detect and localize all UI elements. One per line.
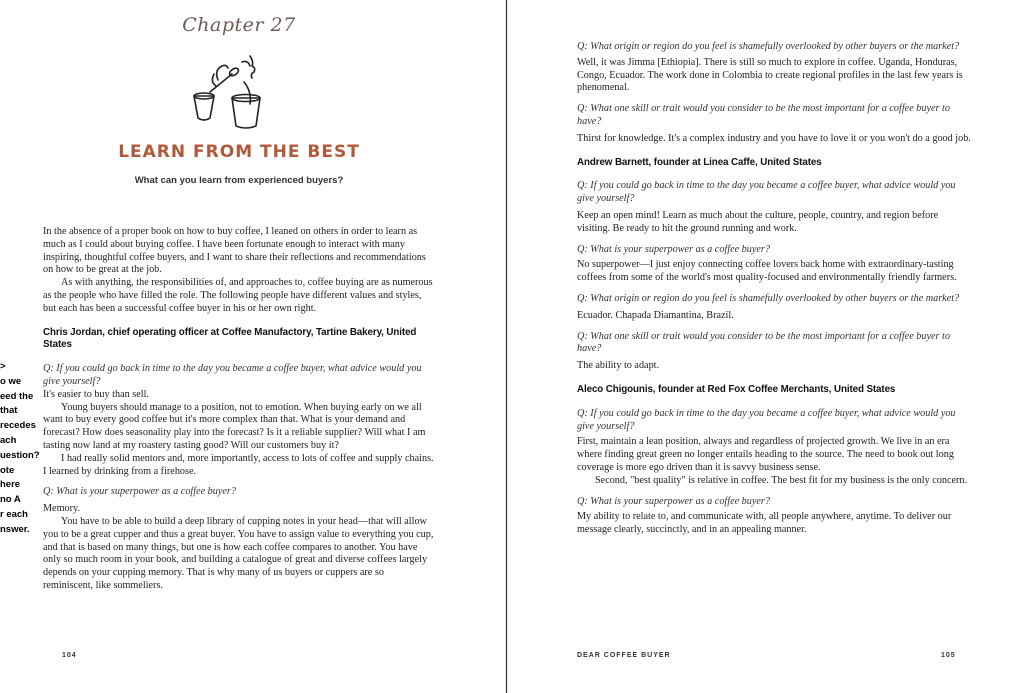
- intro-paragraph: As with anything, the responsibilities of, and approaches to, coffee buying are as numerous as the people who have filled the role. The following people have different values and styles, but each has been a successful coffee buyer in his or her own right.: [43, 277, 433, 314]
- interview-question: Q: What is your superpower as a coffee buyer?: [577, 243, 770, 255]
- interview-question: Q: What is your superpower as a coffee buyer?: [43, 486, 236, 498]
- coffee-cupping-illustration: [192, 52, 272, 132]
- interview-question: Q: What one skill or trait would you consider to be the most important for a coffee buyer to have?: [577, 330, 950, 355]
- margin-note-line: r each: [0, 508, 28, 520]
- interview-answer: No superpower—I just enjoy connecting coffee lovers back home with extraordinary-tasting coffees from some of the world's most quality-focused and environmentally friendly farmers.: [577, 259, 957, 284]
- margin-note-line: >: [0, 361, 6, 372]
- interview-answer: The ability to adapt.: [577, 360, 660, 372]
- page-divider: [506, 0, 507, 693]
- interviewee-heading: Andrew Barnett, founder at Linea Caffe, United States: [577, 156, 822, 168]
- left-body-text: [43, 226, 435, 593]
- interview-question: Q: If you could go back in time to the day you became a coffee buyer, what advice would you give yourself?: [577, 407, 956, 432]
- interview-answer: Ecuador. Chapada Diamantina, Brazil.: [577, 309, 734, 321]
- interview-question: Q: If you could go back in time to the day you became a coffee buyer, what advice would you give yourself?: [577, 180, 956, 205]
- margin-note-line: o we: [0, 375, 22, 387]
- interview-question: Q: What is your superpower as a coffee buyer?: [577, 495, 770, 507]
- margin-note-line: no A: [0, 494, 21, 506]
- interview-answer: Memory.: [43, 503, 80, 515]
- interviewee-heading: Chris Jordan, chief operating officer at Coffee Manufactory, Tartine Bakery, United States: [43, 326, 417, 351]
- margin-note-line: nswer.: [0, 523, 30, 535]
- interview-answer: I had really solid mentors and, more importantly, access to lots of coffee and supply chains. I learned by drinking from a firehose.: [43, 452, 434, 477]
- margin-note-line: ote: [0, 464, 15, 476]
- interview-question: Q: What origin or region do you feel is shamefully overlooked by other buyers or the market?: [577, 292, 960, 304]
- margin-note-line: recedes: [0, 420, 36, 432]
- interview-question: Q: What origin or region do you feel is shamefully overlooked by other buyers or the market?: [577, 41, 960, 52]
- chapter-label: Chapter 27: [182, 14, 296, 36]
- chapter-title: LEARN FROM THE BEST: [118, 142, 360, 162]
- margin-note-line: eed the: [0, 390, 34, 402]
- interview-answer: Keep an open mind! Learn as much about the culture, people, country, and region before visiting. Be ready to hit the ground running and work.: [577, 209, 939, 234]
- margin-note: [0, 360, 40, 538]
- margin-note-line: here: [0, 479, 21, 491]
- left-page: [0, 0, 505, 693]
- page-number: 104: [62, 652, 77, 659]
- interview-answer: Well, it was Jimma [Ethiopia]. There is still so much to explore in coffee. Uganda, Honduras, Congo, Ecuador. The work done in Colombia to create regional profiles in the last few years is phenomenal.: [577, 56, 963, 94]
- interview-answer: It's easier to buy than sell.: [43, 388, 149, 400]
- running-title: DEAR COFFEE BUYER: [577, 652, 671, 659]
- margin-note-line: uestion?: [0, 449, 40, 461]
- margin-note-line: ach: [0, 434, 17, 446]
- right-body-text: [577, 41, 971, 537]
- margin-note-line: that: [0, 405, 18, 417]
- intro-paragraph: In the absence of a proper book on how to buy coffee, I leaned on others in order to learn as much as I could about buying coffee. I have been fortunate enough to interact with many inspiring, thoughtful coffee buyers, and I want to share their reflections and recommendations on how to be great at the job.: [43, 226, 426, 276]
- chapter-subtitle: What can you learn from experienced buyers?: [134, 175, 344, 186]
- interview-answer: Young buyers should manage to a position, not to emotion. When buying early on we all want to buy every good coffee but it's more complex than that. What is your demand and forecast? How does seasonality play into the forecast? Is it a reliable supplier? Will what I am tasting now land at my roastery tasting good? Will our customers buy it?: [43, 401, 426, 451]
- interview-answer: First, maintain a lean position, always and regardless of projected growth. We live in an era where finding great green no longer entails heading to the source. The need to book out long coverage is more ego driven than it is savvy business sense.: [577, 436, 954, 473]
- interview-answer: My ability to relate to, and communicate with, all people anywhere, anytime. To deliver our message clearly, succinctly, and in an appealing manner.: [577, 511, 952, 536]
- interview-answer: Thirst for knowledge. It's a complex industry and you have to love it or you won't do a good job.: [577, 132, 971, 144]
- interview-answer: You have to be able to build a deep library of cupping notes in your head—that will allow you to be a great cupper and thus a great buyer. You have to assign value to everything you cup, and that is based on many things, but one is how each coffee compares to another. You have only so much room in your book, and building a catalogue of great and diverse coffees largely depends on your cupping memory. That is why many of us buyers or cuppers are so reminiscent, like sommeliers.: [43, 515, 434, 591]
- interview-question: Q: What one skill or trait would you consider to be the most important for a coffee buyer to have?: [577, 103, 950, 127]
- right-page: [508, 0, 1024, 693]
- interview-question: Q: If you could go back in time to the day you became a coffee buyer, what advice would you give yourself?: [43, 363, 422, 387]
- interviewee-heading: Aleco Chigounis, founder at Red Fox Coffee Merchants, United States: [577, 383, 896, 395]
- page-number: 105: [941, 652, 956, 659]
- interview-answer: Second, "best quality" is relative in coffee. The best fit for my business is the only concern.: [595, 474, 968, 486]
